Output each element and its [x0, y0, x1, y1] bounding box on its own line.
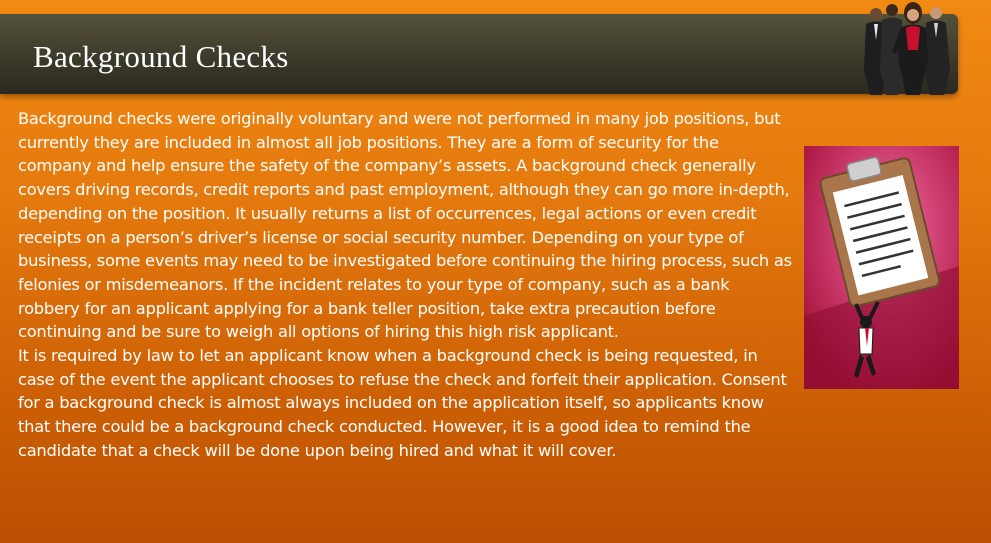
business-people-image	[856, 0, 956, 95]
title-bar	[0, 14, 958, 94]
body-text	[18, 107, 793, 463]
paragraph-1: Background checks were originally voluntary and were not performed in many job positions, but currently they are included in almost all job positions. They are a form of security for the company and help ensure the safety of the company’s assets. A background check generally covers driving records, credit reports and past employment, although they can go more in-depth, depending on the position. It usually returns a list of occurrences, legal actions or even credit receipts on a person’s driver’s license or social security number. Depending on your type of business, some events may need to be investigated before continuing the hiring process, such as felonies or misdemeanors. If the incident relates to your type of company, such as a bank robbery for an applicant applying for a bank teller position, take extra precaution before continuing and be sure to weigh all options of hiring this high risk applicant.	[18, 109, 792, 342]
slide-title: Background Checks	[33, 39, 289, 74]
clipboard-illustration	[804, 146, 959, 389]
paragraph-2: It is required by law to let an applicant know when a background check is being requested, in case of the event the applicant chooses to refuse the check and forfeit their application. Consent for a background check is almost always included on the application itself, so applicants know that there could be a background check conducted. However, it is a good idea to remind the candidate that a check will be done upon being hired and what it will cover.	[18, 346, 787, 460]
